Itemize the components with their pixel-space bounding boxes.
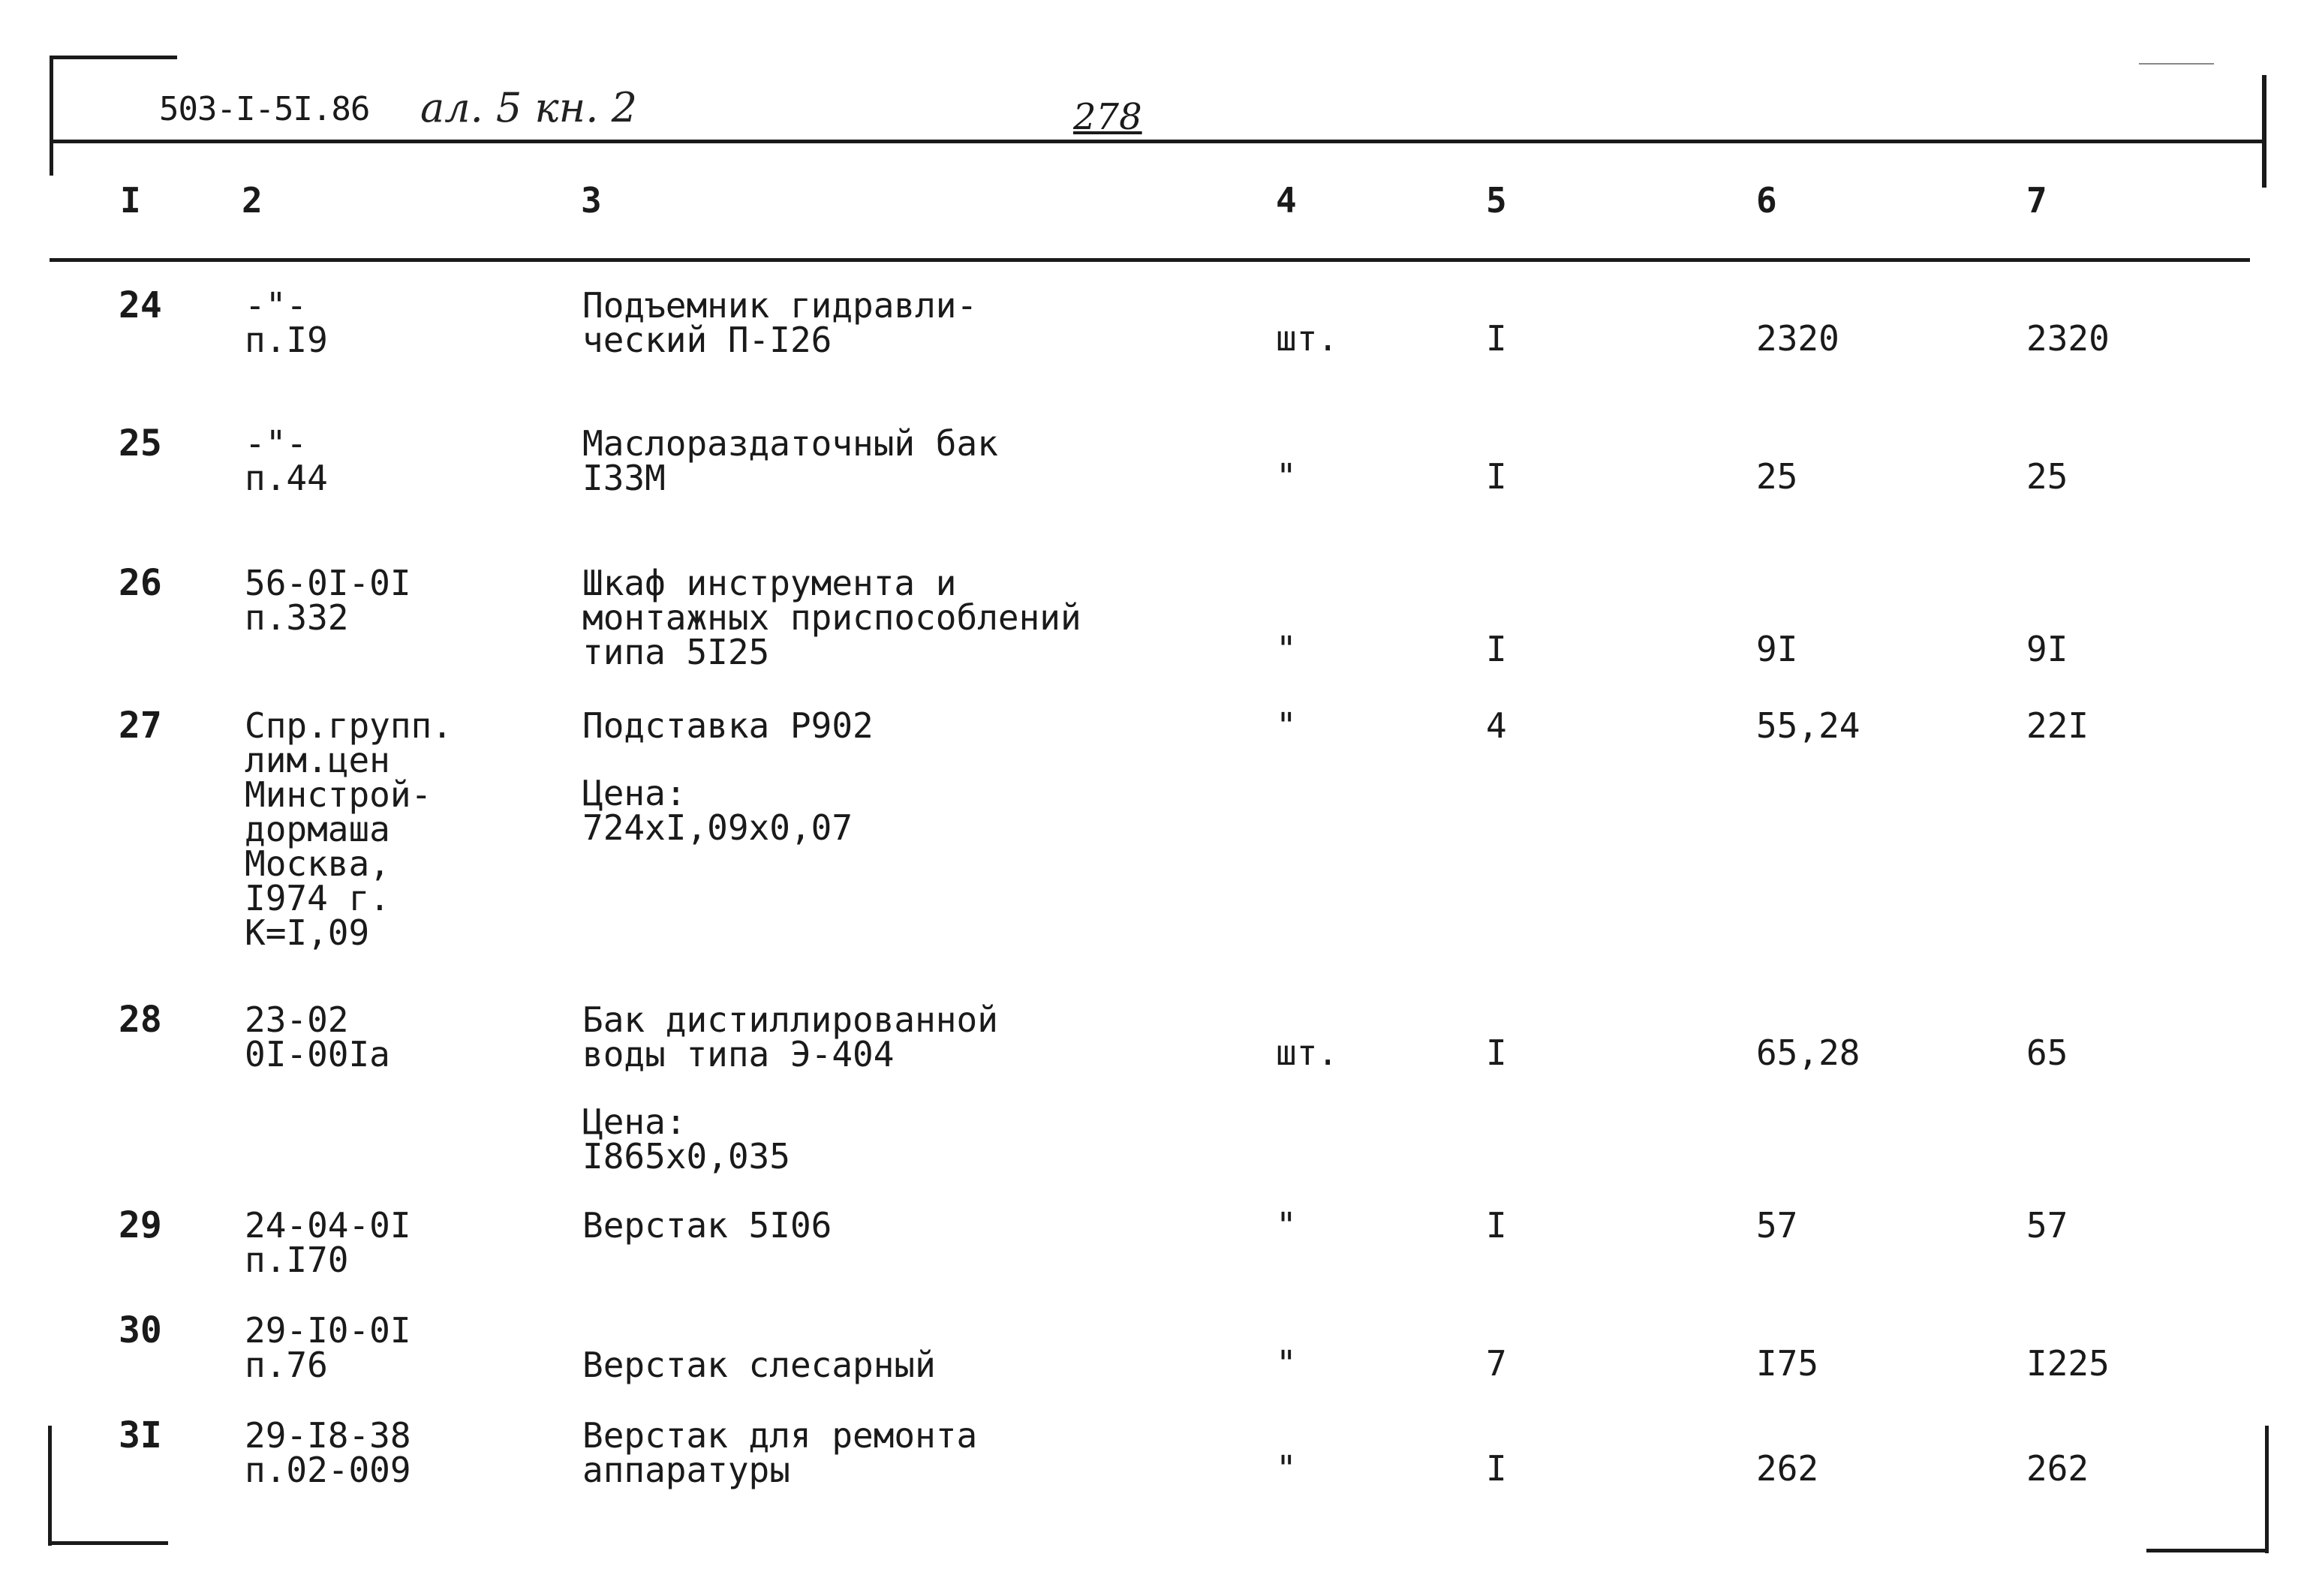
- reference-line: -"-: [245, 285, 308, 326]
- quantity-cell: I: [1486, 629, 1507, 669]
- description-line: аппаратуры: [582, 1450, 790, 1490]
- reference-line: п.332: [245, 597, 349, 638]
- unit-price-cell: 57: [1756, 1205, 1798, 1246]
- reference-line: п.76: [245, 1345, 328, 1385]
- price-note-line: Цена:: [582, 773, 687, 813]
- reference-line: Москва,: [245, 843, 390, 884]
- column-header-3: 3: [581, 180, 602, 221]
- column-header-2: 2: [242, 180, 263, 221]
- description-line: Верстак слесарный: [582, 1345, 936, 1385]
- reference-line: К=I,09: [245, 912, 370, 953]
- reference-line: 56-0I-0I: [245, 563, 411, 603]
- row-number: 30: [119, 1309, 162, 1351]
- description-gap: [582, 743, 874, 776]
- description-cell: [582, 1313, 936, 1385]
- description-cell: [582, 999, 998, 1177]
- frame-bottom-left-horizontal: [48, 1541, 168, 1545]
- description-line: Верстак 5I06: [582, 1205, 832, 1246]
- row-number: 24: [119, 284, 162, 326]
- frame-bottom-left-vertical: [48, 1426, 52, 1546]
- price-note-line: I865х0,035: [582, 1136, 790, 1177]
- quantity-cell: I: [1486, 1205, 1507, 1246]
- reference-line: п.I70: [245, 1240, 349, 1280]
- description-line: Маслораздаточный бак: [582, 423, 998, 464]
- quantity-cell: 4: [1486, 705, 1507, 746]
- column-header-7: 7: [2026, 180, 2047, 221]
- description-cell: [582, 1205, 832, 1246]
- description-cell: [582, 423, 998, 498]
- unit-price-cell: 25: [1756, 456, 1798, 497]
- reference-line: -"-: [245, 423, 308, 464]
- document-code: 503-I-5I.86: [159, 90, 370, 128]
- row-number: 29: [119, 1204, 162, 1246]
- price-note-line: 724хI,09х0,07: [582, 807, 853, 848]
- reference-line: дормаша: [245, 809, 390, 849]
- description-cell: [582, 705, 874, 848]
- total-cost-cell: 9I: [2026, 629, 2068, 669]
- row-number: 28: [119, 999, 162, 1041]
- frame-top-left-vertical: [50, 56, 53, 176]
- total-cost-cell: I225: [2026, 1343, 2110, 1384]
- quantity-cell: I: [1486, 318, 1507, 359]
- reference-line: I974 г.: [245, 878, 390, 918]
- reference-line: 24-04-0I: [245, 1205, 411, 1246]
- reference-cell: [245, 1205, 411, 1280]
- column-header-6: 6: [1756, 180, 1777, 221]
- description-line: типа 5I25: [582, 632, 770, 672]
- unit-price-cell: 55,24: [1756, 705, 1860, 746]
- description-line: Подставка Р902: [582, 705, 874, 746]
- column-header-5: 5: [1486, 180, 1507, 221]
- reference-line: 29-I0-0I: [245, 1310, 411, 1351]
- unit-cell: шт.: [1276, 318, 1339, 359]
- unit-cell: ": [1276, 629, 1297, 669]
- frame-bottom-right-vertical: [2265, 1426, 2269, 1553]
- column-header-1: I: [120, 180, 141, 221]
- description-line: воды типа Э-404: [582, 1034, 895, 1075]
- reference-line: 29-I8-38: [245, 1415, 411, 1456]
- description-line: монтажных приспособлений: [582, 597, 1081, 638]
- reference-cell: [245, 563, 411, 638]
- frame-top-left-horizontal: [50, 56, 177, 59]
- total-cost-cell: 25: [2026, 456, 2068, 497]
- description-line: Подъемник гидравли-: [582, 285, 978, 326]
- total-cost-cell: 2320: [2026, 318, 2110, 359]
- reference-cell: [245, 1310, 411, 1385]
- description-line: [582, 1313, 936, 1348]
- unit-price-cell: 9I: [1756, 629, 1798, 669]
- description-line: Шкаф инструмента и: [582, 563, 957, 603]
- description-cell: [582, 1415, 978, 1490]
- unit-price-cell: I75: [1756, 1343, 1819, 1384]
- reference-cell: [245, 285, 328, 360]
- reference-line: лим.цен: [245, 740, 390, 780]
- reference-line: п.44: [245, 458, 328, 498]
- total-cost-cell: 22I: [2026, 705, 2089, 746]
- description-line: I33М: [582, 458, 666, 498]
- unit-cell: ": [1276, 1205, 1297, 1246]
- quantity-cell: I: [1486, 456, 1507, 497]
- column-header-4: 4: [1276, 180, 1297, 221]
- reference-line: Спр.групп.: [245, 705, 453, 746]
- reference-cell: [245, 423, 328, 498]
- description-cell: [582, 563, 1081, 672]
- quantity-cell: I: [1486, 1448, 1507, 1489]
- header-rule: [50, 140, 2265, 143]
- row-number: 25: [119, 422, 162, 464]
- frame-bottom-right-horizontal: [2146, 1549, 2266, 1552]
- reference-line: п.I9: [245, 320, 328, 360]
- row-number: 3I: [119, 1414, 162, 1456]
- row-number: 27: [119, 705, 162, 747]
- reference-cell: [245, 999, 390, 1075]
- column-header-rule: [50, 258, 2250, 262]
- reference-line: Минстрой-: [245, 774, 432, 815]
- unit-cell: шт.: [1276, 1032, 1339, 1073]
- unit-cell: ": [1276, 705, 1297, 746]
- description-cell: [582, 285, 978, 360]
- frame-top-right-dash: [2139, 63, 2214, 65]
- price-note-line: Цена:: [582, 1102, 687, 1142]
- unit-price-cell: 65,28: [1756, 1032, 1860, 1073]
- page-number: 278: [1073, 96, 1142, 138]
- frame-top-right-vertical: [2262, 75, 2266, 188]
- reference-cell: [245, 705, 453, 953]
- total-cost-cell: 262: [2026, 1448, 2089, 1489]
- unit-price-cell: 2320: [1756, 318, 1839, 359]
- unit-cell: ": [1276, 456, 1297, 497]
- reference-line: п.02-009: [245, 1450, 411, 1490]
- handwritten-album-note: ал. 5 кн. 2: [420, 84, 637, 131]
- quantity-cell: I: [1486, 1032, 1507, 1073]
- description-gap: [582, 1072, 998, 1105]
- unit-cell: ": [1276, 1448, 1297, 1489]
- total-cost-cell: 65: [2026, 1032, 2068, 1073]
- total-cost-cell: 57: [2026, 1205, 2068, 1246]
- quantity-cell: 7: [1486, 1343, 1507, 1384]
- description-line: Верстак для ремонта: [582, 1415, 978, 1456]
- description-line: Бак дистиллированной: [582, 999, 998, 1040]
- description-line: ческий П-I26: [582, 320, 832, 360]
- unit-cell: ": [1276, 1343, 1297, 1384]
- row-number: 26: [119, 562, 162, 604]
- unit-price-cell: 262: [1756, 1448, 1819, 1489]
- reference-line: 0I-00Iа: [245, 1034, 390, 1075]
- reference-cell: [245, 1415, 411, 1490]
- reference-line: 23-02: [245, 999, 349, 1040]
